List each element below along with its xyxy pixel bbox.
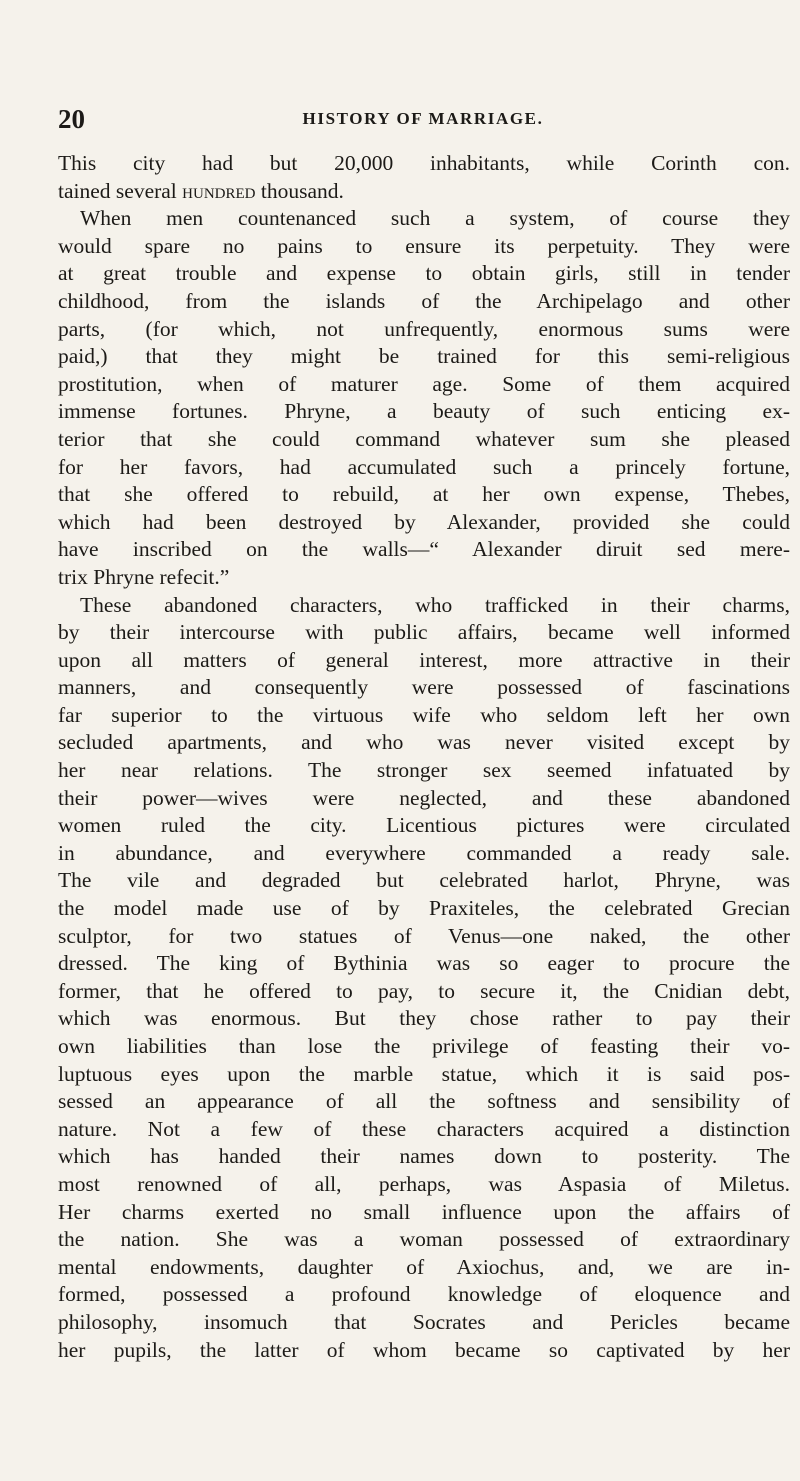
text-line: which has handed their names down to posterity. The [58, 1144, 790, 1169]
text-line: This city had but 20,000 inhabitants, while Corinth con. [58, 151, 790, 175]
text-line: for her favors, had accumulated such a princely fortune, [58, 454, 790, 479]
text-line: women ruled the city. Licentious pictures were circulated [58, 813, 790, 838]
text-line: by their intercourse with public affairs, became well informed [58, 620, 790, 645]
text-line: own liabilities than lose the privilege of feasting their vo- [58, 1034, 790, 1058]
text-line: her near relations. The stronger sex seemed infatuated by [58, 758, 790, 783]
text-line: have inscribed on the walls—“ Alexander diruit sed mere- [58, 537, 790, 562]
text-line: her pupils, the latter of whom became so captivated by her [58, 1337, 790, 1362]
text-line: luptuous eyes upon the marble statue, which it is said pos- [58, 1061, 790, 1086]
text-line: trix Phryne refecit.” [58, 564, 230, 589]
text-line: immense fortunes. Phryne, a beauty of such enticing ex- [58, 399, 790, 424]
text-line: When men countenanced such a system, of course they [80, 206, 790, 231]
text-line: would spare no pains to ensure its perpetuity. They were [58, 233, 790, 258]
page-number: 20 [58, 104, 85, 134]
text-line: far superior to the virtuous wife who seldom left her own [58, 702, 790, 727]
text-line: formed, possessed a profound knowledge of eloquence and [58, 1282, 790, 1307]
text-line: at great trouble and expense to obtain girls, still in tender [58, 261, 790, 286]
text-line: the nation. She was a woman possessed of extraordinary [58, 1227, 790, 1252]
text-line: upon all matters of general interest, more attractive in their [58, 647, 790, 672]
text-line: terior that she could command whatever sum she pleased [58, 426, 790, 451]
text-line: childhood, from the islands of the Archipelago and other [58, 288, 790, 313]
text-line: The vile and degraded but celebrated harlot, Phryne, was [58, 868, 790, 893]
text-line: prostitution, when of maturer age. Some of them acquired [58, 371, 790, 396]
text-line: in abundance, and everywhere commanded a ready sale. [58, 840, 790, 865]
text-line: secluded apartments, and who was never visited except by [58, 730, 790, 755]
text-line: the model made use of by Praxiteles, the celebrated Grecian [58, 896, 790, 921]
text-line: tained several hundred thousand. [58, 178, 344, 203]
running-title: HISTORY OF MARRIAGE. [302, 109, 544, 128]
text-line: parts, (for which, not unfrequently, enormous sums were [58, 316, 790, 341]
text-line: nature. Not a few of these characters acquired a distinction [58, 1116, 790, 1141]
body-text [58, 150, 790, 1364]
text-line: which had been destroyed by Alexander, provided she could [58, 509, 790, 534]
text-line: paid,) that they might be trained for this semi-religious [58, 344, 790, 369]
text-line: sessed an appearance of all the softness and sensibility of [58, 1089, 790, 1114]
text-line: manners, and consequently were possessed of fascinations [58, 675, 790, 700]
page-header [58, 104, 788, 134]
text-line: former, that he offered to pay, to secure it, the Cnidian debt, [58, 978, 790, 1003]
text-line: philosophy, insomuch that Socrates and Pericles became [58, 1309, 790, 1334]
text-line: These abandoned characters, who trafficked in their charms, [80, 592, 790, 617]
small-caps-word: hundred [182, 178, 256, 203]
text-line: mental endowments, daughter of Axiochus, and, we are in- [58, 1254, 790, 1279]
text-line: dressed. The king of Bythinia was so eager to procure the [58, 951, 790, 976]
text-line: most renowned of all, perhaps, was Aspasia of Miletus. [58, 1171, 790, 1196]
text-line: their power—wives were neglected, and these abandoned [58, 785, 790, 810]
text-line: sculptor, for two statues of Venus—one naked, the other [58, 923, 790, 948]
text-line: Her charms exerted no small influence upon the affairs of [58, 1199, 790, 1224]
text-line: which was enormous. But they chose rather to pay their [58, 1006, 790, 1031]
text-line: that she offered to rebuild, at her own expense, Thebes, [58, 482, 790, 507]
